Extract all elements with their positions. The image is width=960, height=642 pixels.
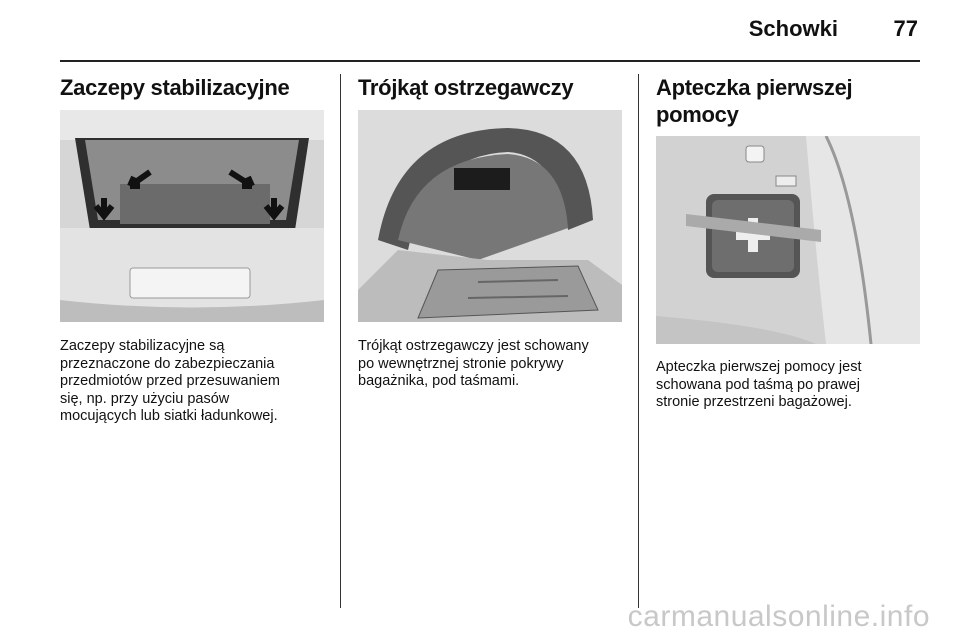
figure-trunk-anchors xyxy=(60,110,324,322)
text-line: bagażnika, pod taśmami. xyxy=(358,373,520,389)
header-rule xyxy=(60,60,920,62)
column-divider xyxy=(638,74,639,608)
text-line: Trójkąt ostrzegawczy jest schowany xyxy=(358,338,589,354)
paragraph-anchors xyxy=(60,338,330,426)
watermark: carmanualsonline.info xyxy=(627,600,930,633)
page-header xyxy=(60,0,920,60)
page-number: 77 xyxy=(893,16,918,41)
text-line: Zaczepy stabilizacyjne są xyxy=(60,338,225,354)
section-heading: Zaczepy stabilizacyjne xyxy=(60,75,290,100)
figure-first-aid-kit xyxy=(656,136,920,344)
text-line: się, np. przy użyciu pasów xyxy=(60,390,230,407)
column-anchors xyxy=(60,74,328,101)
section-heading-line: Apteczka pierwszej xyxy=(656,75,853,100)
section-heading: Trójkąt ostrzegawczy xyxy=(358,75,574,100)
text-line: po wewnętrznej stronie pokrywy xyxy=(358,355,564,372)
text-line: przeznaczone do zabezpieczania xyxy=(60,355,275,372)
text-line: przedmiotów przed przesuwaniem xyxy=(60,373,281,389)
section-title: Schowki xyxy=(748,16,838,41)
figure-trunk-lid xyxy=(358,110,622,322)
text-line: Apteczka pierwszej pomocy jest xyxy=(656,359,862,375)
text-line: stronie przestrzeni bagażowej. xyxy=(656,394,852,410)
column-warning-triangle xyxy=(358,74,628,101)
column-first-aid xyxy=(656,74,926,128)
column-divider xyxy=(340,74,341,608)
section-heading-line: pomocy xyxy=(656,102,739,127)
paragraph-warning-triangle xyxy=(358,338,633,391)
paragraph-first-aid xyxy=(656,359,926,412)
text-line: schowana pod taśmą po prawej xyxy=(656,376,860,393)
text-line: mocujących lub siatki ładunkowej. xyxy=(60,408,278,424)
